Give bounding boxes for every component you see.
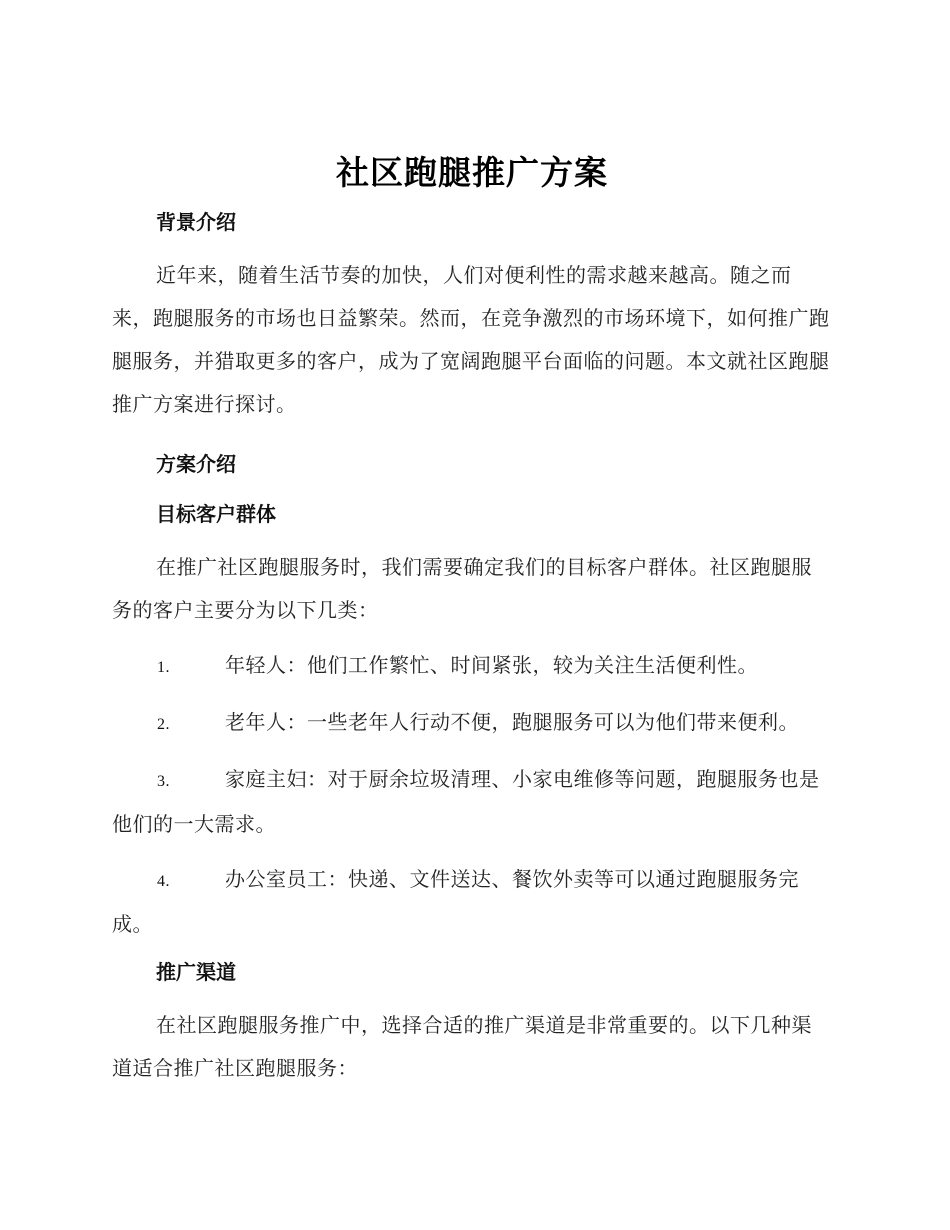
list-item-text: 办公室员工：快递、文件送达、餐饮外卖等可以通过跑腿服务完成。 bbox=[112, 867, 799, 936]
list-item-number: 3. bbox=[157, 773, 170, 790]
background-paragraph: 近年来，随着生活节奏的加快，人们对便利性的需求越来越高。随之而来，跑腿服务的市场也日益繁荣。然而，在竞争激烈的市场环境下，如何推广跑腿服务，并猎取更多的客户，成为了宽阔跑腿平台面临的问题。本文就社区跑腿推广方案进行探讨。 bbox=[112, 263, 830, 416]
list-item bbox=[112, 644, 832, 689]
list-item bbox=[112, 858, 832, 946]
section-heading-channels: 推广渠道 bbox=[156, 960, 236, 984]
document-title: 社区跑腿推广方案 bbox=[336, 153, 608, 192]
list-item-text: 家庭主妇：对于厨余垃圾清理、小家电维修等问题，跑腿服务也是他们的一大需求。 bbox=[112, 767, 820, 836]
list-item-number: 2. bbox=[157, 716, 170, 733]
list-item bbox=[112, 758, 832, 846]
list-item-text: 年轻人：他们工作繁忙、时间紧张，较为关注生活便利性。 bbox=[225, 653, 758, 677]
section-heading-target: 目标客户群体 bbox=[156, 502, 276, 526]
target-paragraph: 在推广社区跑腿服务时，我们需要确定我们的目标客户群体。社区跑腿服务的客户主要分为以下几类： bbox=[112, 555, 812, 622]
section-heading-background: 背景介绍 bbox=[156, 210, 236, 234]
list-item-number: 4. bbox=[157, 873, 170, 890]
document-body bbox=[112, 150, 832, 1090]
list-item-number: 1. bbox=[157, 659, 170, 676]
list-item bbox=[112, 701, 832, 746]
channels-paragraph: 在社区跑腿服务推广中，选择合适的推广渠道是非常重要的。以下几种渠道适合推广社区跑腿服务： bbox=[112, 1013, 812, 1080]
section-heading-plan: 方案介绍 bbox=[156, 452, 236, 476]
list-item-text: 老年人：一些老年人行动不便，跑腿服务可以为他们带来便利。 bbox=[225, 710, 799, 734]
